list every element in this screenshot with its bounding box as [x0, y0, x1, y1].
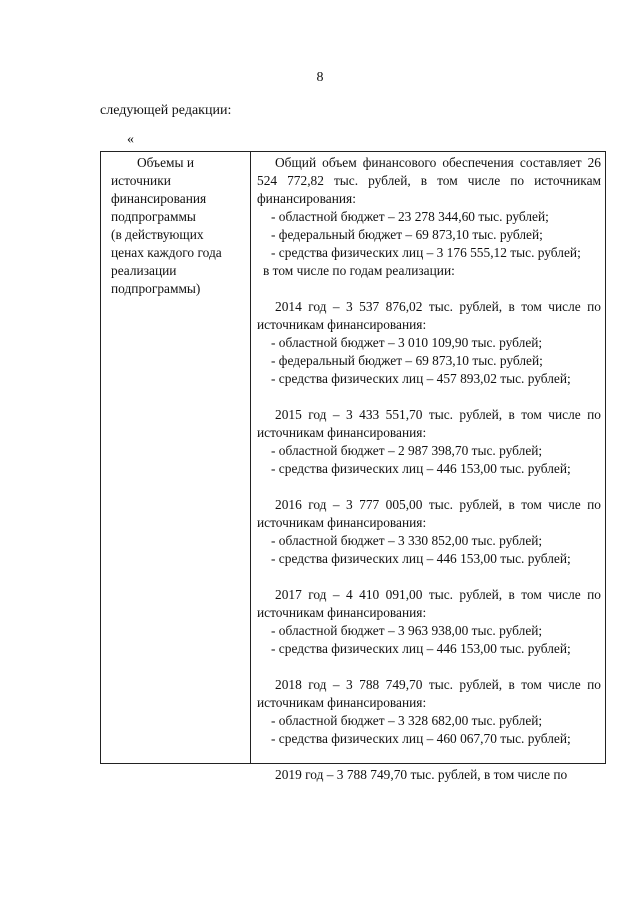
label-line: источники: [111, 173, 171, 188]
year-block: [257, 676, 601, 748]
year-heading: 2016 год – 3 777 005,00 тыс. рублей, в том числе по источникам финансирования:: [257, 497, 601, 530]
summary-item: - средства физических лиц – 3 176 555,12 тыс. рублей;: [271, 245, 581, 260]
year-block: [257, 496, 601, 568]
year-item: - областной бюджет – 3 963 938,00 тыс. рублей;: [271, 623, 543, 638]
year-heading: 2015 год – 3 433 551,70 тыс. рублей, в том числе по источникам финансирования:: [257, 407, 601, 440]
year-block: [257, 766, 601, 784]
year-item: - областной бюджет – 2 987 398,70 тыс. рублей;: [271, 443, 543, 458]
year-item: - средства физических лиц – 446 153,00 тыс. рублей;: [271, 551, 571, 566]
year-item: - средства физических лиц – 446 153,00 тыс. рублей;: [271, 641, 571, 656]
table-bottom-border: [100, 763, 606, 764]
year-item: - областной бюджет – 3 330 852,00 тыс. рублей;: [271, 533, 543, 548]
year-heading: 2014 год – 3 537 876,02 тыс. рублей, в том числе по источникам финансирования:: [257, 299, 601, 332]
label-line: Объемы и: [137, 155, 195, 170]
year-heading: 2018 год – 3 788 749,70 тыс. рублей, в том числе по источникам финансирования:: [257, 677, 601, 710]
year-item: - средства физических лиц – 460 067,70 тыс. рублей;: [271, 731, 571, 746]
intro-text: следующей редакции:: [100, 103, 232, 118]
label-line: подпрограммы): [111, 281, 201, 296]
year-heading: 2017 год – 4 410 091,00 тыс. рублей, в том числе по источникам финансирования:: [257, 587, 601, 620]
summary-item: - федеральный бюджет – 69 873,10 тыс. рублей;: [271, 227, 543, 242]
year-item: - средства физических лиц – 457 893,02 тыс. рублей;: [271, 371, 571, 386]
financing-summary: Общий объем финансового обеспечения составляет 26 524 772,82 тыс. рублей, в том числе по источникам финансирования:: [257, 155, 601, 206]
label-line: реализации: [111, 263, 177, 278]
year-item: - областной бюджет – 3 010 109,90 тыс. рублей;: [271, 335, 543, 350]
year-block: [257, 298, 601, 388]
label-line: (в действующих: [111, 227, 204, 242]
year-item: - средства физических лиц – 446 153,00 тыс. рублей;: [271, 461, 571, 476]
label-line: подпрограммы: [111, 209, 196, 224]
year-heading: 2019 год – 3 788 749,70 тыс. рублей, в том числе по: [275, 767, 568, 782]
summary-item: - областной бюджет – 23 278 344,60 тыс. рублей;: [271, 209, 549, 224]
year-item: - областной бюджет – 3 328 682,00 тыс. рублей;: [271, 713, 543, 728]
table-cell-content: [251, 152, 605, 782]
financing-table: [100, 151, 606, 782]
table-cell-label: [101, 152, 251, 764]
year-block: [257, 586, 601, 658]
label-line: ценах каждого года: [111, 245, 222, 260]
year-item: - федеральный бюджет – 69 873,10 тыс. рублей;: [271, 353, 543, 368]
by-years-label: в том числе по годам реализации:: [263, 263, 455, 278]
label-line: финансирования: [111, 191, 207, 206]
page-number: 8: [316, 70, 324, 85]
opening-quote: «: [127, 132, 134, 147]
year-block: [257, 406, 601, 478]
